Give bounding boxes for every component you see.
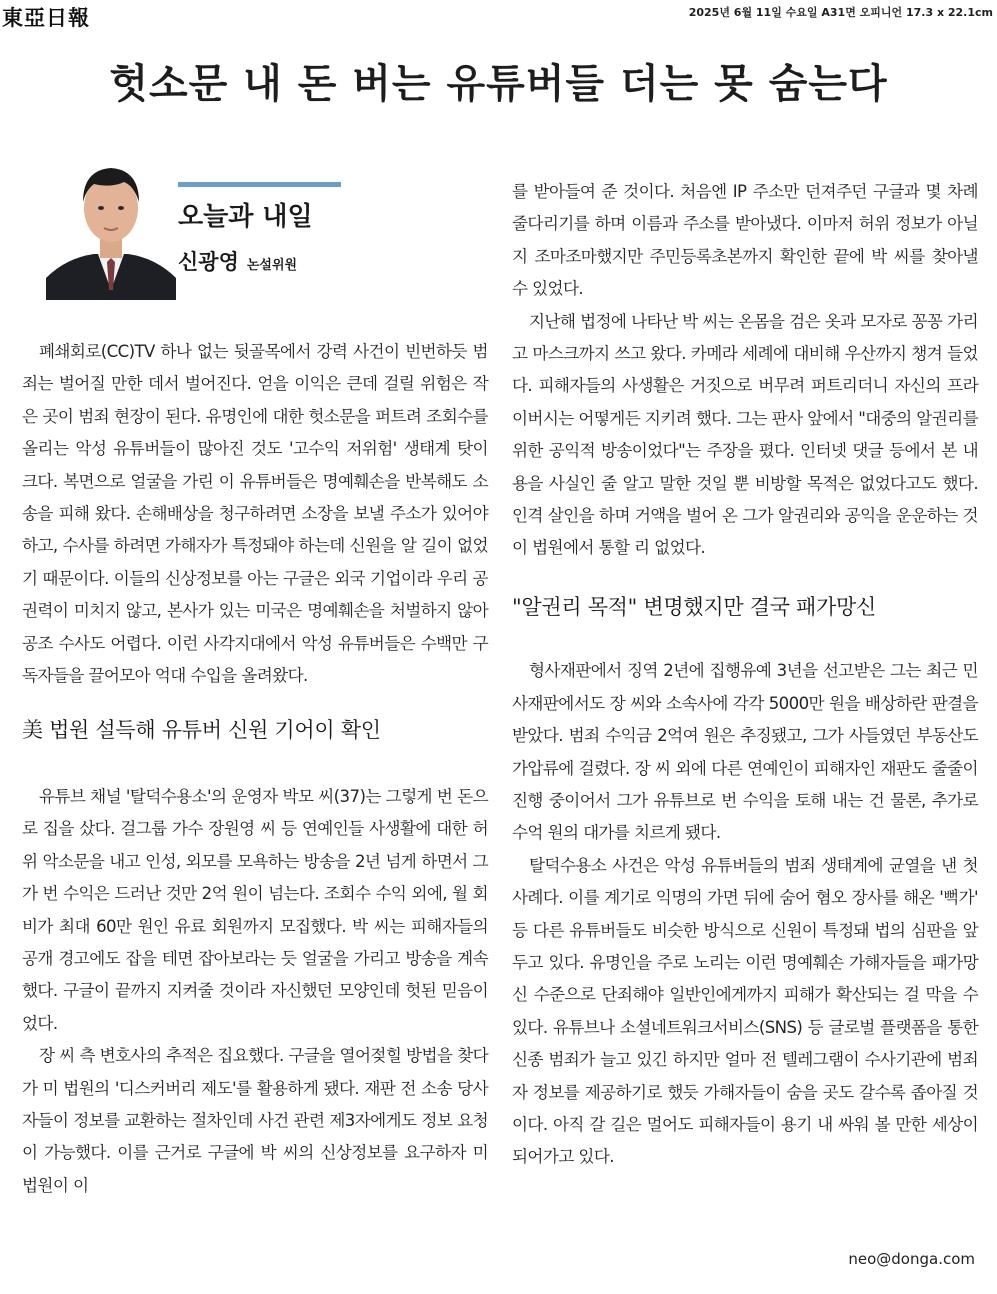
column-name: 오늘과 내일 <box>178 202 313 232</box>
author-portrait <box>46 158 176 300</box>
subheading: "알권리 목적" 변명했지만 결국 패가망신 <box>512 594 876 619</box>
paragraph: 지난해 법정에 나타난 박 씨는 온몸을 검은 옷과 모자로 꽁꽁 가리고 마스크까지 쓰고 왔다. 카메라 세례에 대비해 우산까지 챙겨 들었다. 피해자들의 사생활은 거짓으로 버무려 퍼트리더니 자신의 프라이버시는 어떻게든 지키려 했다. 그는 판사 앞에서 "대중의 알권리를 위한 공익적 방송이었다"는 주장을 폈다. 인터넷 댓글 등에서 본 내용을 사실인 줄 알고 말한 것일 뿐 비방할 목적은 없었다고도 했다. 인격 살인을 하며 거액을 벌어 온 그가 알권리와 공익을 운운하는 것이 법원에서 통할 리 없었다. <box>512 311 978 558</box>
paragraph: 형사재판에서 징역 2년에 집행유예 3년을 선고받은 그는 최근 민사재판에서도 장 씨와 소속사에 각각 5000만 원을 배상하란 판결을 받았다. 범죄 수익금 2억여 원은 추징됐고, 그가 사들였던 부동산도 가압류에 걸렸다. 장 씨 외에 다른 연예인이 피해자인 재판도 줄줄이 진행 중이어서 그가 유튜브로 번 수익을 토해 내는 건 물론, 추가로 수억 원의 대가를 치르게 됐다. <box>512 661 978 843</box>
headline: 헛소문 내 돈 버는 유튜버들 더는 못 숨는다 <box>109 61 888 107</box>
author <box>178 246 297 276</box>
right-column <box>512 176 978 1174</box>
author-name: 신광영 <box>178 250 239 274</box>
subheading: 美 법원 설득해 유튜버 신원 기어이 확인 <box>22 718 381 743</box>
paragraph: 장 씨 측 변호사의 추적은 집요했다. 구글을 열어젖힐 방법을 찾다가 미 법원의 '디스커버리 제도'를 활용하게 됐다. 재판 전 소송 당사자들이 정보를 교환하는 절차인데 사건 관련 제3자에게도 정보 요청이 가능했다. 이를 근거로 구글에 박 씨의 신상정보를 요구하자 미 법원이 이 <box>22 1046 488 1195</box>
paragraph: 탈덕수용소 사건은 악성 유튜버들의 범죄 생태계에 균열을 낸 첫 사례다. 이를 계기로 익명의 가면 뒤에 숨어 혐오 장사를 해온 '뻑가' 등 다른 유튜버들도 비슷한 방식으로 신원이 특정돼 법의 심판을 앞두고 있다. 유명인을 주로 노리는 이런 명예훼손 가해자들을 패가망신 수준으로 단죄해야 일반인에게까지 피해가 확산되는 걸 막을 수 있다. 유튜브나 소셜네트워크서비스(SNS) 등 글로벌 플랫폼을 통한 신종 범죄가 늘고 있긴 하지만 얼마 전 텔레그램이 수사기관에 범죄자 정보를 제공하기로 했듯 가해자들이 숨을 곳도 갈수록 좁아질 것이다. 아직 갈 길은 멀어도 피해자들이 용기 내 싸워 볼 만한 세상이 되어가고 있다. <box>512 855 978 1167</box>
column-rule <box>178 182 341 187</box>
paragraph: 유튜브 채널 '탈덕수용소'의 운영자 박모 씨(37)는 그렇게 번 돈으로 집을 샀다. 걸그룹 가수 장원영 씨 등 연예인들 사생활에 대한 허위 악소문을 내고 인성, 외모를 모욕하는 방송을 2년 넘게 하면서 그가 번 수익은 드러난 것만 2억 원이 넘는다. 조회수 수익 외에, 월 회비가 최대 60만 원인 유료 회원까지 모집했다. 박 씨는 피해자들의 공개 경고에도 잡을 테면 잡아보라는 듯 얼굴을 가리고 방송을 계속했다. 구글이 끝까지 지켜줄 것이라 자신했던 모양인데 헛된 믿음이었다. <box>22 786 488 1033</box>
left-column <box>22 336 488 1202</box>
byline-block <box>30 158 490 308</box>
paragraph: 폐쇄회로(CC)TV 하나 없는 뒷골목에서 강력 사건이 빈번하듯 범죄는 벌어질 만한 데서 벌어진다. 얻을 이익은 큰데 걸릴 위험은 작은 곳이 범죄 현장이 된다. 유명인에 대한 헛소문을 퍼트려 조회수를 올리는 악성 유튜버들이 많아진 것도 '고수익 저위험' 생태계 탓이 크다. 복면으로 얼굴을 가린 이 유튜버들은 명예훼손을 반복해도 소송을 피해 왔다. 손해배상을 청구하려면 소장을 보낼 주소가 있어야 하고, 수사를 하려면 가해자가 특정돼야 하는데 신원을 알 길이 없었기 때문이다. 이들의 신상정보를 아는 구글은 외국 기업이라 우리 공권력이 미치지 않고, 본사가 있는 미국은 명예훼손을 처벌하지 않아 공조 수사도 어렵다. 이런 사각지대에서 악성 유튜버들은 수백만 구독자들을 끌어모아 억대 수입을 올려왔다. <box>22 342 488 686</box>
paragraph: 를 받아들여 준 것이다. 처음엔 IP 주소만 던져주던 구글과 몇 차례 줄다리기를 하며 이름과 주소를 받아냈다. 이마저 허위 정보가 아닐지 조마조마했지만 주민등록초본까지 확인한 끝에 박 씨를 찾아낼 수 있었다. <box>512 182 978 299</box>
author-email: neo@donga.com <box>848 1250 975 1268</box>
masthead <box>0 0 997 28</box>
author-title: 논설위원 <box>246 258 298 273</box>
newspaper-logo: 東亞日報 <box>2 5 90 30</box>
publication-info: 2025년 6월 11일 수요일 A31면 오피니언 17.3 x 22.1cm <box>688 6 993 19</box>
